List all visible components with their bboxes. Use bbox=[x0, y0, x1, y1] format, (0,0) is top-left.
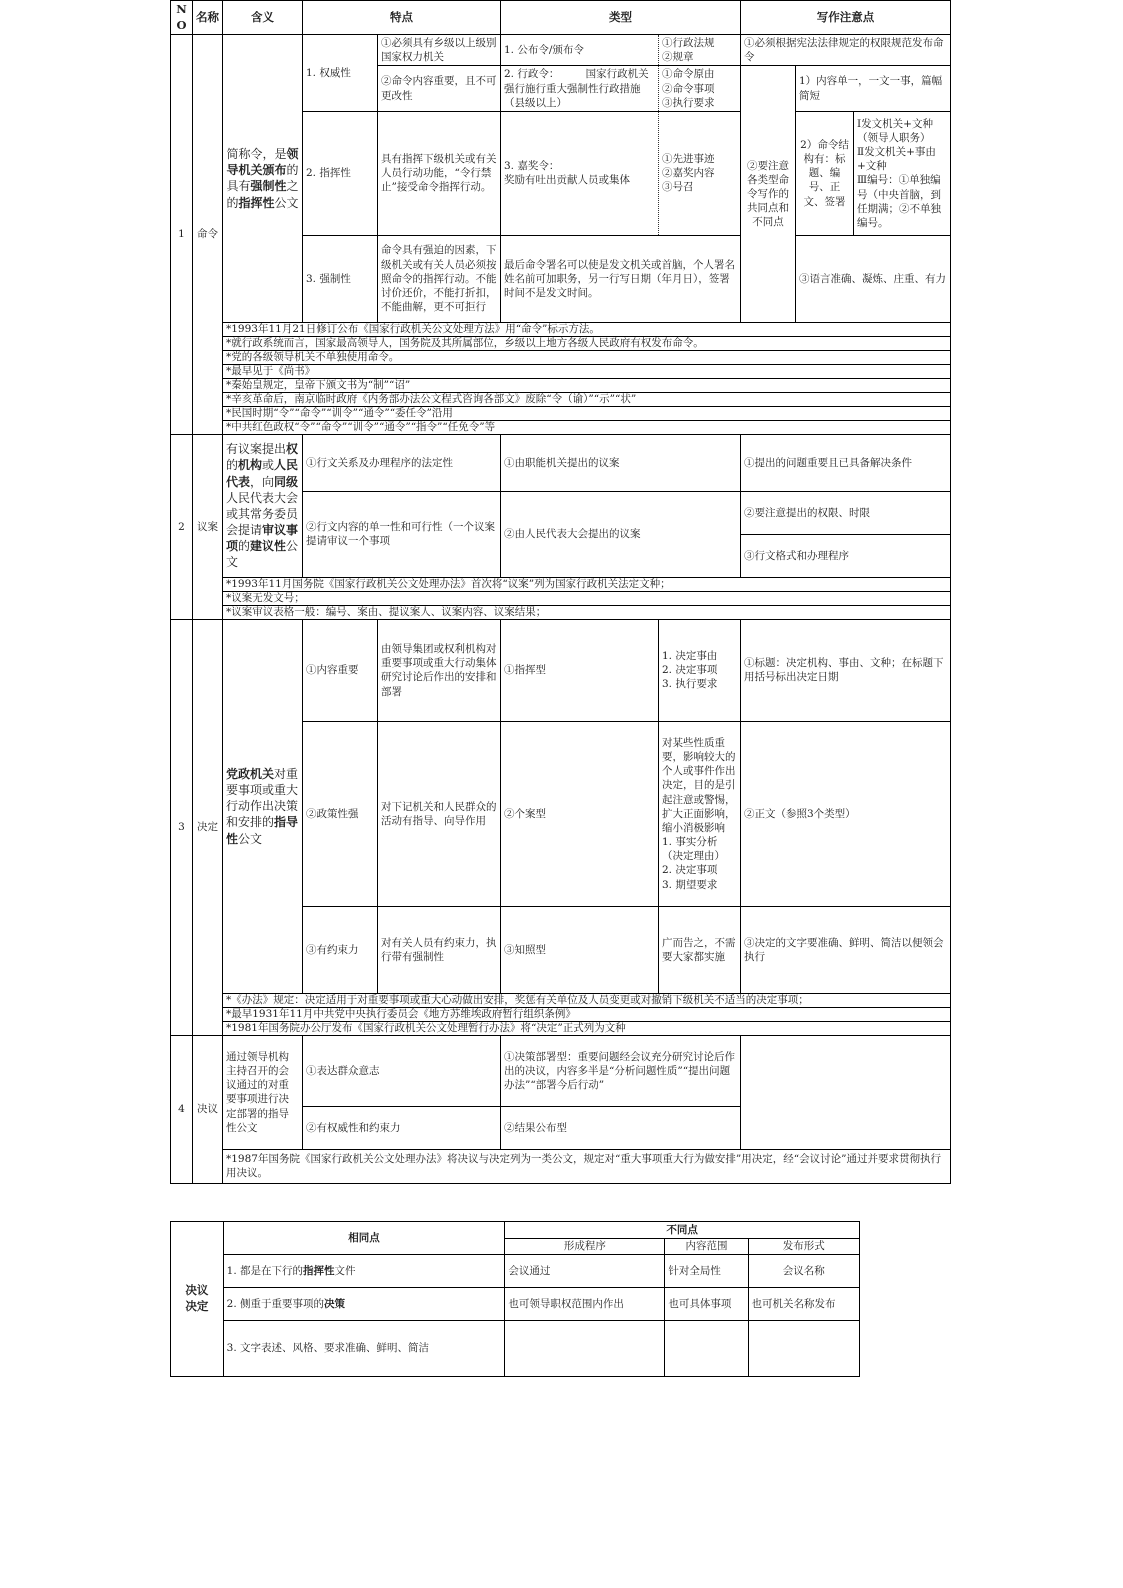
s1-history-note: *中共红色政权“令”“命令”“训令”“通令”“指令”“任免令”等 bbox=[223, 420, 951, 434]
s3-type-1-sub: 1. 决定事由 2. 决定事项 3. 执行要求 bbox=[659, 619, 741, 721]
s4-history-note: *1987年国务院《国家行政机关公文处理办法》将决议与决定列为一类公文，规定对“重大事项重大行为做安排”用决定，经“会议讨论”通过并要求贯彻执行用决议。 bbox=[223, 1149, 951, 1183]
header-features: 特点 bbox=[303, 1, 501, 35]
s2-note-1: ①提出的问题重要且已具备解决条件 bbox=[741, 434, 951, 491]
s1-history-note: *最早见于《尚书》 bbox=[223, 364, 951, 378]
s2-feature-1: ①行文关系及办理程序的法定性 bbox=[303, 434, 501, 491]
header-no: NO bbox=[171, 1, 193, 35]
s3-history-note: *1981年国务院办公厅发布《国家行政机关公文处理暂行办法》将“决定”正式列为文种 bbox=[223, 1021, 951, 1035]
compare-diff-3-procedure bbox=[505, 1321, 665, 1377]
compare-label: 决议 决定 bbox=[171, 1222, 224, 1377]
compare-diff-1-procedure: 会议通过 bbox=[505, 1255, 665, 1288]
compare-diff-2-scope: 也可具体事项 bbox=[665, 1288, 748, 1321]
s3-note-3: ③决定的文字要准确、鲜明、简洁以便领会执行 bbox=[741, 906, 951, 993]
s2-type-1: ①由职能机关提出的议案 bbox=[501, 434, 741, 491]
s2-history-note: *议案无发文号； bbox=[223, 591, 951, 605]
compare-diff-2-publish: 也可机关名称发布 bbox=[748, 1288, 860, 1321]
s2-type-2: ②由人民代表大会提出的议案 bbox=[501, 491, 741, 577]
s4-feature-1: ①表达群众意志 bbox=[303, 1035, 501, 1106]
s4-type-1: ①决策部署型：重要问题经会议充分研究讨论后作出的决议，内容多半是“分析问题性质”“提出问题办法”“部署今后行动” bbox=[501, 1035, 741, 1106]
compare-same-3: 3. 文字表述、风格、要求准确、鲜明、简洁 bbox=[223, 1321, 505, 1377]
s1-history-note: *辛亥革命后，南京临时政府《内务部办法公文程式咨询各部文》废除“令（谕）”“示”“状” bbox=[223, 392, 951, 406]
compare-col-publish: 发布形式 bbox=[748, 1238, 860, 1255]
s2-meaning: 有议案提出权的机构或人民代表，向同级人民代表大会或其常务委员会提请审议事项的建议性公文 bbox=[223, 434, 303, 577]
s1-feature-1a: ①必须具有乡级以上级别国家权力机关 bbox=[378, 35, 501, 66]
s3-note-2: ②正文（参照3个类型） bbox=[741, 721, 951, 906]
s1-meaning: 简称令，是领导机关颁布的具有强制性之的指挥性公文 bbox=[223, 35, 303, 323]
compare-diff-1-publish: 会议名称 bbox=[748, 1255, 860, 1288]
header-types: 类型 bbox=[501, 1, 741, 35]
s2-name: 议案 bbox=[193, 434, 223, 619]
s1-history-note: *1993年11月21日修订公布《国家行政机关公文处理方法》用“命令”标示方法。 bbox=[223, 322, 951, 336]
s2-history-note: *1993年11月国务院《国家行政机关公文处理办法》首次将“议案”列为国家行政机关法定文种； bbox=[223, 577, 951, 591]
s1-type-4: 最后命令署名可以使是发文机关或首脑，个人署名姓名前可加职务，另一行写日期（年月日），签署时间不是发文时间。 bbox=[501, 235, 741, 322]
s3-meaning: 党政机关对重要事项或重大行动作出决策和安排的指导性公文 bbox=[223, 619, 303, 993]
s2-history-note: *议案审议表格一般：编号、案由、提议案人、议案内容、议案结果； bbox=[223, 605, 951, 619]
s3-type-1: ①指挥型 bbox=[501, 619, 659, 721]
header-notes: 写作注意点 bbox=[741, 1, 951, 35]
compare-col-procedure: 形成程序 bbox=[505, 1238, 665, 1255]
compare-diff-3-publish bbox=[748, 1321, 860, 1377]
s1-no: 1 bbox=[171, 35, 193, 435]
s2-feature-2: ②行文内容的单一性和可行性（一个议案提请审议一个事项 bbox=[303, 491, 501, 577]
header-name: 名称 bbox=[193, 1, 223, 35]
table-header-row bbox=[171, 1, 951, 35]
s3-feature-1-label: ①内容重要 bbox=[303, 619, 378, 721]
compare-col-scope: 内容范围 bbox=[665, 1238, 748, 1255]
compare-diff-1-scope: 针对全局性 bbox=[665, 1255, 748, 1288]
s1-history-note: *秦始皇规定，皇帝下颁文书为“制”“诏” bbox=[223, 378, 951, 392]
s1-type-2-sub: ①命令原由 ②命令事项 ③执行要求 bbox=[659, 66, 741, 112]
s1-note-2-label: ②要注意各类型命令写作的共同点和不同点 bbox=[741, 66, 796, 323]
s1-type-2: 2. 行政令： 国家行政机关强行施行重大强制性行政措施（县级以上） bbox=[501, 66, 659, 112]
s3-note-1: ①标题：决定机构、事由、文种；在标题下用括号标出决定日期 bbox=[741, 619, 951, 721]
s1-history-note: *党的各级领导机关不单独使用命令。 bbox=[223, 350, 951, 364]
header-meaning: 含义 bbox=[223, 1, 303, 35]
s3-feature-2: 对下记机关和人民群众的活动有指导、向导作用 bbox=[378, 721, 501, 906]
s1-note-2b: 2）命令结构有：标题、编号、正文、签署 bbox=[796, 111, 854, 235]
s3-type-3: ③知照型 bbox=[501, 906, 659, 993]
s2-note-2: ②要注意提出的权限、时限 bbox=[741, 491, 951, 534]
official-document-table bbox=[170, 0, 951, 1184]
s4-type-2: ②结果公布型 bbox=[501, 1106, 741, 1149]
s4-feature-2: ②有权威性和约束力 bbox=[303, 1106, 501, 1149]
s1-type-3: 3. 嘉奖令： 奖励有吐出贡献人员或集体 bbox=[501, 111, 659, 235]
s1-note-1: ①必须根据宪法法律规定的权限规范发布命令 bbox=[741, 35, 951, 66]
s3-feature-2-label: ②政策性强 bbox=[303, 721, 378, 906]
s3-name: 决定 bbox=[193, 619, 223, 1035]
s3-history-note: *最早1931年11月中共党中央执行委员会《地方苏维埃政府暂行组织条例》 bbox=[223, 1007, 951, 1021]
s3-feature-3: 对有关人员有约束力，执行带有强制性 bbox=[378, 906, 501, 993]
s3-feature-3-label: ③有约束力 bbox=[303, 906, 378, 993]
s1-note-2a: 1）内容单一，一文一事，篇幅简短 bbox=[796, 66, 951, 112]
comparison-table bbox=[170, 1221, 860, 1377]
s1-history-note: *就行政系统而言，国家最高领导人，国务院及其所属部位，乡级以上地方各级人民政府有权发布命令。 bbox=[223, 336, 951, 350]
s4-meaning: 通过领导机构主持召开的会议通过的对重要事项进行决定部署的指导性公文 bbox=[223, 1035, 303, 1149]
compare-diff-2-procedure: 也可领导职权范围内作出 bbox=[505, 1288, 665, 1321]
s4-name: 决议 bbox=[193, 1035, 223, 1183]
s1-feature-2-label: 2. 指挥性 bbox=[303, 111, 378, 235]
s1-type-1-sub: ①行政法规 ②规章 bbox=[659, 35, 741, 66]
s4-no: 4 bbox=[171, 1035, 193, 1183]
s1-name: 命令 bbox=[193, 35, 223, 435]
s1-feature-3-label: 3. 强制性 bbox=[303, 235, 378, 322]
s1-note-2c: Ⅰ发文机关+文种（领导人职务） Ⅱ发文机关+事由+文种 Ⅲ编号：①单独编号（中央首脑，到任期满；②不单独编号。 bbox=[854, 111, 951, 235]
s3-no: 3 bbox=[171, 619, 193, 1035]
compare-same-header: 相同点 bbox=[223, 1222, 505, 1255]
s1-history-note: *民国时期“令”“命令”“训令”“通令”“委任令”沿用 bbox=[223, 406, 951, 420]
s1-type-1: 1. 公布令/颁布令 bbox=[501, 35, 659, 66]
s1-feature-2: 具有指挥下级机关或有关人员行动功能，“令行禁止”接受命令指挥行动。 bbox=[378, 111, 501, 235]
compare-same-2: 2. 侧重于重要事项的决策 bbox=[223, 1288, 505, 1321]
s3-feature-1: 由领导集团或权利机构对重要事项或重大行动集体研究讨论后作出的安排和部署 bbox=[378, 619, 501, 721]
compare-diff-header: 不同点 bbox=[505, 1222, 860, 1239]
s4-notes-empty bbox=[741, 1035, 951, 1149]
s2-note-3: ③行文格式和办理程序 bbox=[741, 534, 951, 577]
compare-same-1: 1. 都是在下行的指挥性文件 bbox=[223, 1255, 505, 1288]
s1-feature-3: 命令具有强迫的因素，下级机关或有关人员必须按照命令的指挥行动。不能讨价还价，不能打折扣，不能曲解，更不可拒行 bbox=[378, 235, 501, 322]
compare-diff-3-scope bbox=[665, 1321, 748, 1377]
s1-note-3: ③语言准确、凝炼、庄重、有力 bbox=[796, 235, 951, 322]
s1-feature-1b: ②命令内容重要，且不可更改性 bbox=[378, 66, 501, 112]
s3-history-note: *《办法》规定：决定适用于对重要事项或重大心动做出安排，奖惩有关单位及人员变更或对撤销下级机关不适当的决定事项； bbox=[223, 993, 951, 1007]
s3-type-3-sub: 广而告之，不需要大家都实施 bbox=[659, 906, 741, 993]
s3-type-2-sub: 对某些性质重要，影响较大的个人或事件作出决定，目的是引起注意或警惕，扩大正面影响，缩小消极影响 1. 事实分析（决定理由） 2. 决定事项 3. 期望要求 bbox=[659, 721, 741, 906]
s2-no: 2 bbox=[171, 434, 193, 619]
s1-feature-1-label: 1. 权威性 bbox=[303, 35, 378, 112]
s3-type-2: ②个案型 bbox=[501, 721, 659, 906]
s1-type-3-sub: ①先进事迹 ②嘉奖内容 ③号召 bbox=[659, 111, 741, 235]
